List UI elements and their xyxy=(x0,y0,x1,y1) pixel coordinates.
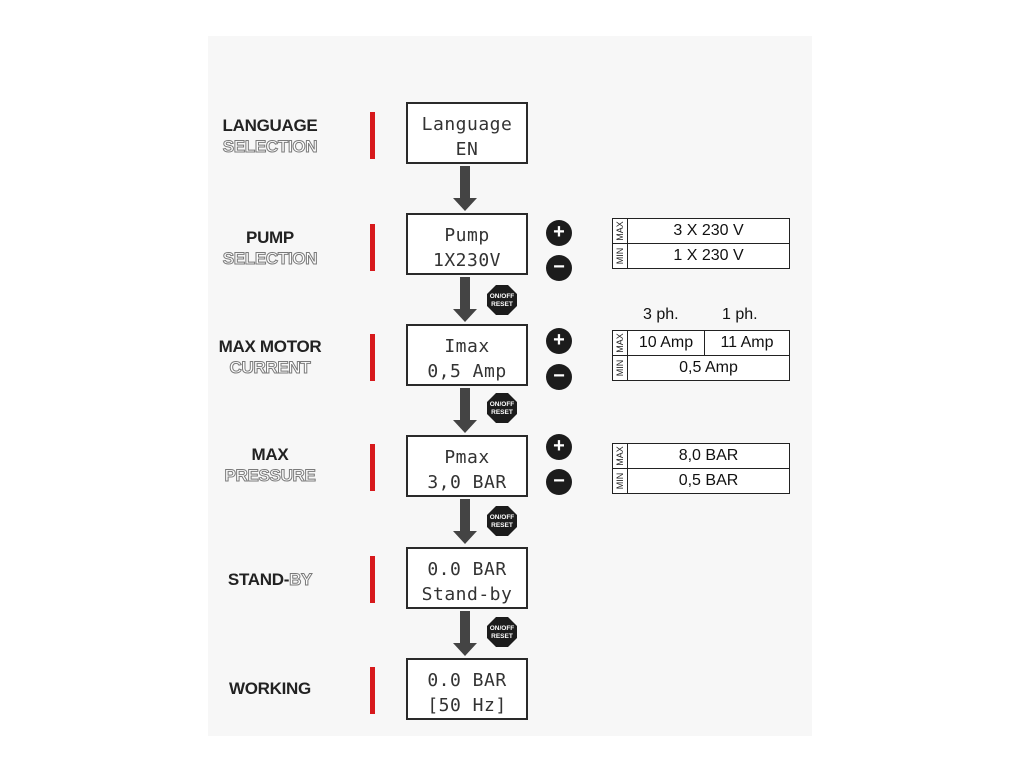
plus-button[interactable]: + xyxy=(546,220,572,246)
lcd-pump: Pump 1X230V xyxy=(406,213,528,275)
red-marker xyxy=(370,556,375,603)
pump-range-table: MAX 3 X 230 V MIN 1 X 230 V xyxy=(612,218,790,269)
step-pump-label: PUMP SELECTION xyxy=(222,228,318,268)
lcd-pressure: Pmax 3,0 BAR xyxy=(406,435,528,497)
svg-text:ON/OFF: ON/OFF xyxy=(489,293,515,300)
onoff-reset-button[interactable] xyxy=(486,284,518,316)
step-standby-label: STAND-BY xyxy=(227,570,313,589)
red-marker xyxy=(370,667,375,714)
flow-arrow xyxy=(455,166,475,211)
minus-button[interactable]: − xyxy=(546,469,572,495)
flow-arrow xyxy=(455,277,475,322)
flow-arrow xyxy=(455,611,475,656)
red-marker xyxy=(370,224,375,271)
step-current-label: MAX MOTOR CURRENT xyxy=(218,337,322,377)
red-marker xyxy=(370,334,375,381)
col-header-3ph: 3 ph. xyxy=(643,306,679,323)
step-working-label: WORKING xyxy=(229,679,311,698)
onoff-reset-button[interactable] xyxy=(486,392,518,424)
svg-text:ON/OFF: ON/OFF xyxy=(489,514,515,521)
svg-text:RESET: RESET xyxy=(491,301,513,308)
pressure-range-table: MAX 8,0 BAR MIN 0,5 BAR xyxy=(612,443,790,494)
step-language-label: LANGUAGE SELECTION xyxy=(222,116,318,156)
onoff-reset-button[interactable] xyxy=(486,616,518,648)
flow-arrow xyxy=(455,499,475,544)
minus-button[interactable]: − xyxy=(546,364,572,390)
lcd-standby: 0.0 BAR Stand-by xyxy=(406,547,528,609)
svg-text:RESET: RESET xyxy=(491,409,513,416)
step-pressure-label: MAX PRESSURE xyxy=(224,445,316,485)
current-range-table: MAX 10 Amp 11 Amp MIN 0,5 Amp xyxy=(612,330,790,381)
red-marker xyxy=(370,112,375,159)
lcd-working: 0.0 BAR [50 Hz] xyxy=(406,658,528,720)
red-marker xyxy=(370,444,375,491)
svg-text:ON/OFF: ON/OFF xyxy=(489,401,515,408)
flow-arrow xyxy=(455,388,475,433)
onoff-reset-button[interactable] xyxy=(486,505,518,537)
col-header-1ph: 1 ph. xyxy=(722,306,758,323)
plus-button[interactable]: + xyxy=(546,434,572,460)
lcd-current: Imax 0,5 Amp xyxy=(406,324,528,386)
lcd-language: Language EN xyxy=(406,102,528,164)
svg-text:ON/OFF: ON/OFF xyxy=(489,625,515,632)
svg-text:RESET: RESET xyxy=(491,633,513,640)
plus-button[interactable]: + xyxy=(546,328,572,354)
svg-text:RESET: RESET xyxy=(491,522,513,529)
minus-button[interactable]: − xyxy=(546,255,572,281)
